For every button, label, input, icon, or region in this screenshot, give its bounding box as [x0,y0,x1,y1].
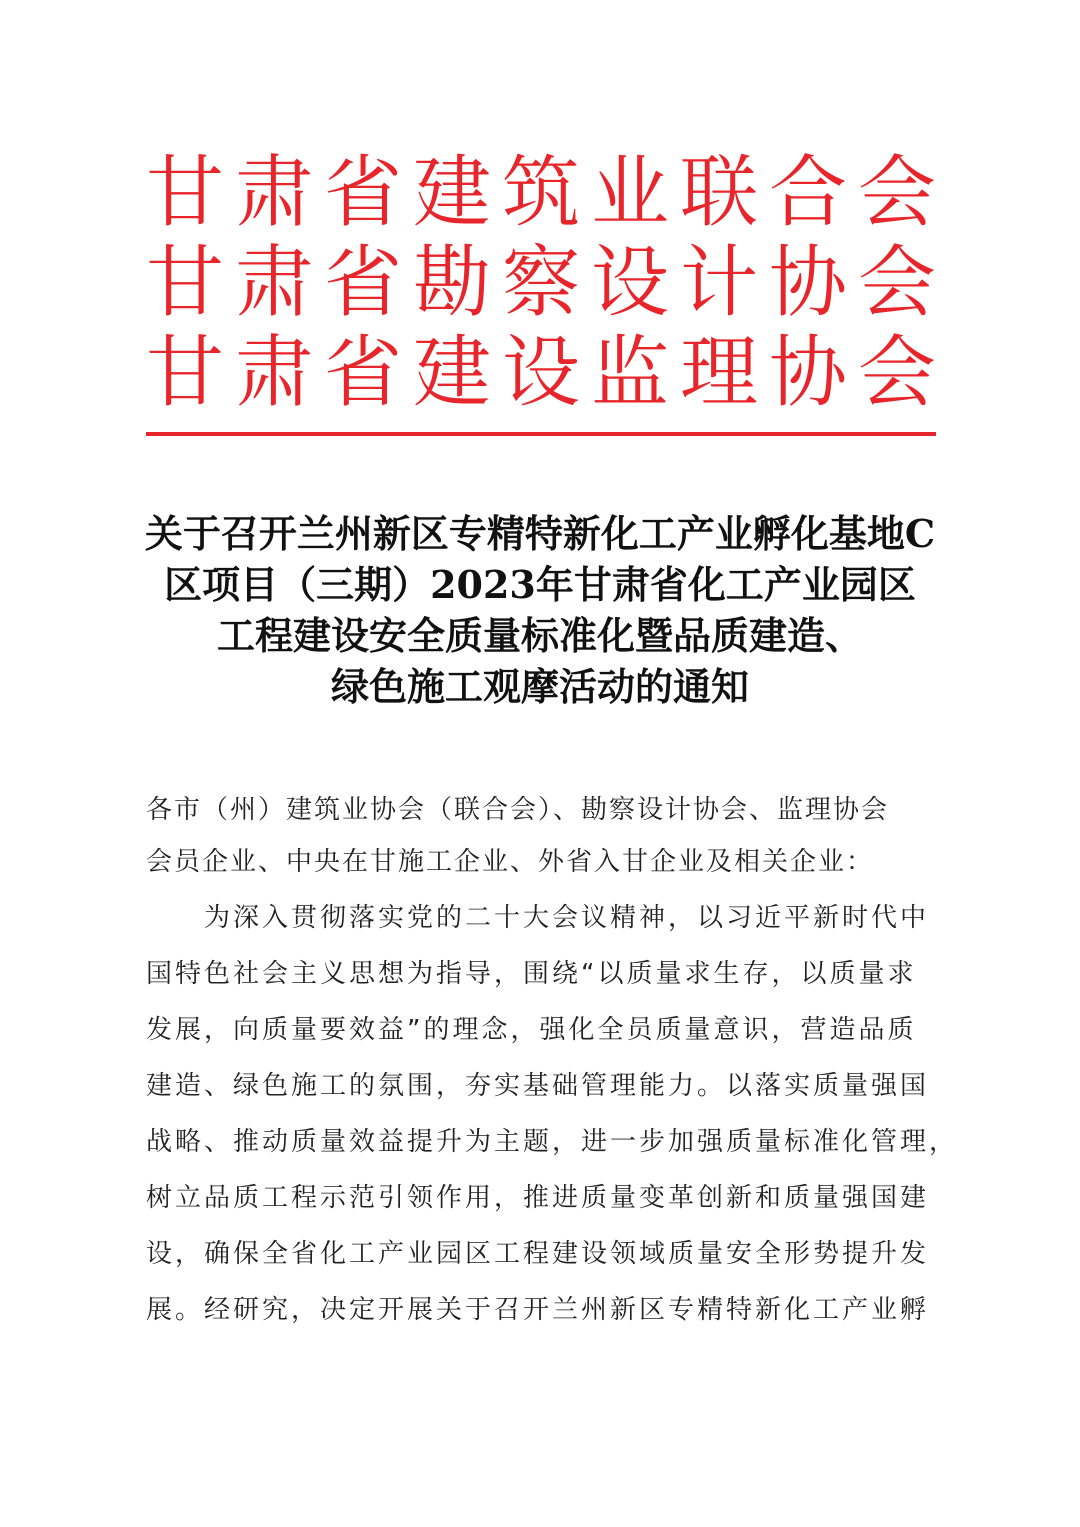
organization-name-char: 会 [858,238,937,328]
organization-name-char: 筑 [502,148,581,238]
organization-name-char: 联 [680,148,759,238]
organization-name-char: 会 [858,328,937,418]
organization-name-char: 甘 [146,238,225,328]
title-line: 绿色施工观摩活动的通知 [330,664,749,709]
organization-name-char: 省 [324,148,403,238]
body-line: 国特色社会主义思想为指导，围绕“以质量求生存，以质量求 [146,959,917,989]
body-line: 建造、绿色施工的氛围，夯实基础管理能力。以落实质量强国 [146,1071,930,1101]
salutation [146,784,936,888]
body-line: 战略、推动质量效益提升为主题，进一步加强质量标准化管理， [146,1127,959,1157]
organization-name-char: 业 [591,148,670,238]
organization-name-char: 设 [502,328,581,418]
organization-name-char: 肃 [235,148,314,238]
salutation-line: 会员企业、中央在甘施工企业、外省入甘企业及相关企业： [146,847,875,877]
body-line: 为深入贯彻落实党的二十大会议精神，以习近平新时代中 [146,903,930,933]
organization-name [146,148,936,238]
organization-name-char: 建 [413,328,492,418]
salutation-line: 各市（州）建筑业协会（联合会）、勘察设计协会、监理协会 [146,795,890,825]
organization-name-char: 协 [769,328,848,418]
title-line: 区项目（三期）2023年甘肃省化工产业园区 [164,562,916,607]
organization-name-char: 省 [324,328,403,418]
organization-name-char: 合 [769,148,848,238]
organization-name-char: 理 [680,328,759,418]
organization-name-char: 省 [324,238,403,328]
organization-name-char: 协 [769,238,848,328]
organization-name-char: 勘 [413,238,492,328]
organization-name-char: 甘 [146,148,225,238]
body-paragraph [146,890,959,1338]
issuing-organizations-header [146,148,936,418]
red-divider-line [146,432,936,436]
organization-name-char: 设 [591,238,670,328]
body-line: 设，确保全省化工产业园区工程建设领域质量安全形势提升发 [146,1239,930,1269]
notice-title [140,508,940,712]
organization-name-char: 肃 [235,328,314,418]
title-line: 工程建设安全质量标准化暨品质建造、 [216,613,863,658]
organization-name-char: 计 [680,238,759,328]
organization-name-char: 会 [858,148,937,238]
organization-name [146,328,936,418]
organization-name-char: 甘 [146,328,225,418]
organization-name-char: 察 [502,238,581,328]
organization-name-char: 建 [413,148,492,238]
organization-name-char: 监 [591,328,670,418]
title-line: 关于召开兰州新区专精特新化工产业孵化基地C [144,511,936,556]
body-line: 发展，向质量要效益”的理念，强化全员质量意识，营造品质 [146,1015,917,1045]
body-line: 展。经研究，决定开展关于召开兰州新区专精特新化工产业孵 [146,1295,930,1325]
organization-name-char: 肃 [235,238,314,328]
organization-name [146,238,936,328]
body-line: 树立品质工程示范引领作用，推进质量变革创新和质量强国建 [146,1183,930,1213]
